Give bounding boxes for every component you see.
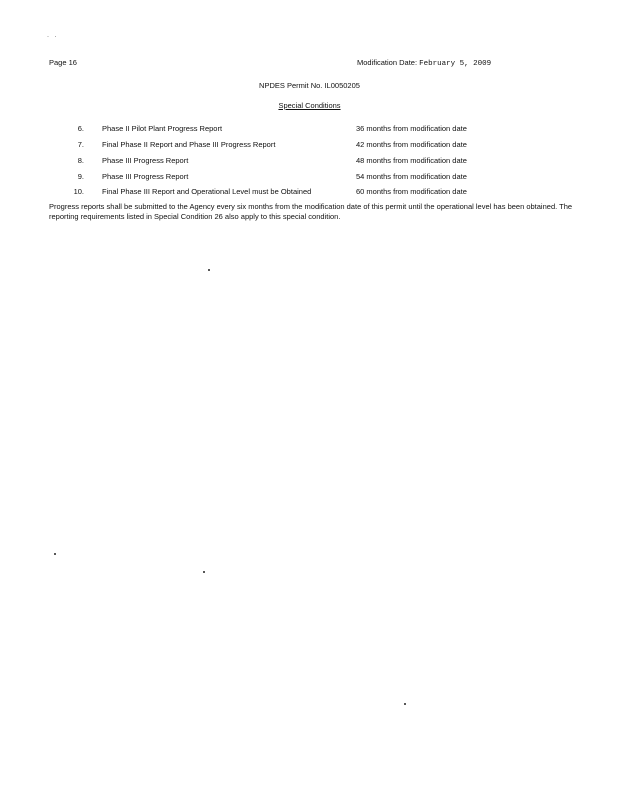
schedule-item-number: 10. xyxy=(73,187,84,196)
modification-date-label: Modification Date: xyxy=(357,58,418,67)
scan-speck xyxy=(404,703,406,705)
schedule-item-description: Phase II Pilot Plant Progress Report xyxy=(102,124,223,133)
schedule-row xyxy=(0,187,619,199)
section-title: Special Conditions xyxy=(278,101,341,110)
page-number: Page 16 xyxy=(49,58,77,67)
scan-speck xyxy=(203,571,205,573)
schedule-item-due: 54 months from modification date xyxy=(356,172,467,181)
schedule-item-description: Final Phase III Report and Operational Level must be Obtained xyxy=(102,187,312,196)
schedule-item-description: Final Phase II Report and Phase III Progress Report xyxy=(102,140,276,149)
schedule-item-description: Phase III Progress Report xyxy=(102,172,189,181)
schedule-item-due: 48 months from modification date xyxy=(356,156,467,165)
schedule-row xyxy=(0,140,619,152)
schedule-item-number: 6. xyxy=(77,124,84,133)
schedule-item-due: 60 months from modification date xyxy=(356,187,467,196)
schedule-row xyxy=(0,124,619,136)
scan-speck xyxy=(208,269,210,271)
schedule-item-number: 9. xyxy=(77,172,84,181)
schedule-item-number: 8. xyxy=(77,156,84,165)
schedule-item-due: 36 months from modification date xyxy=(356,124,467,133)
schedule-row xyxy=(0,172,619,184)
schedule-item-number: 7. xyxy=(77,140,84,149)
scan-speck xyxy=(54,553,56,555)
modification-date-value: February 5, 2009 xyxy=(419,60,492,68)
schedule-item-description: Phase III Progress Report xyxy=(102,156,189,165)
schedule-item-due: 42 months from modification date xyxy=(356,140,467,149)
corner-mark: · · xyxy=(47,34,59,40)
permit-number: NPDES Permit No. IL0050205 xyxy=(259,81,360,90)
progress-report-paragraph: Progress reports shall be submitted to the Agency every six months from the modification date of this permit until the operational level has been obtained. The reporting requirements listed in Special Condition 26 also apply to this special condition. xyxy=(49,202,573,221)
schedule-row xyxy=(0,156,619,168)
modification-date xyxy=(357,58,491,68)
